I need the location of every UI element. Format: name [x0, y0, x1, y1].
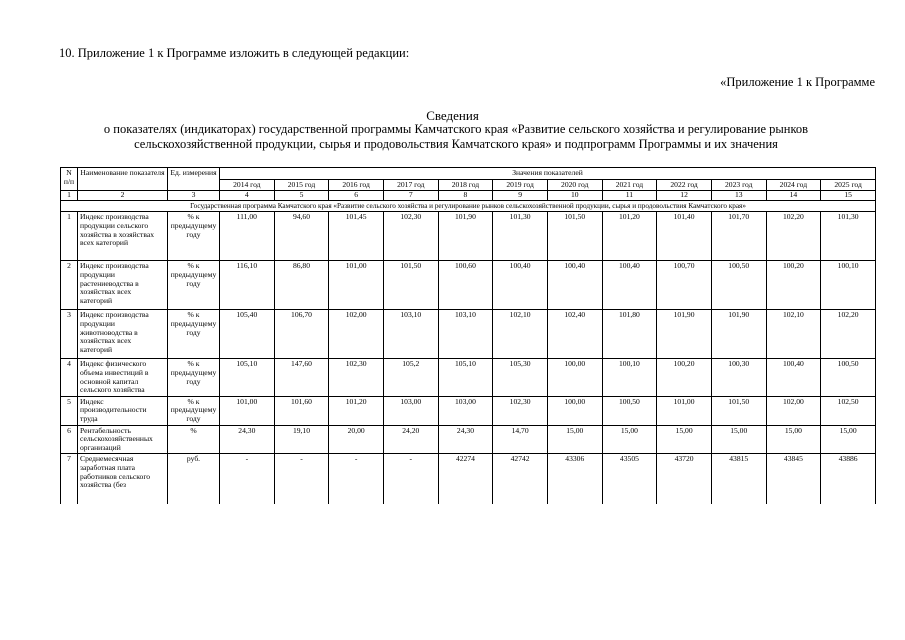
indicator-name: Индекс производства продукции сельского хозяйства в хозяйствах всех категорий: [78, 212, 168, 261]
page-title: Сведения: [426, 108, 479, 123]
indicator-value: 42742: [493, 454, 548, 505]
indicator-value: 100,00: [547, 359, 602, 396]
indicator-value: 100,00: [547, 396, 602, 425]
header-values: Значения показателей: [220, 168, 876, 180]
indicator-value: 100,40: [547, 261, 602, 310]
indicator-value: 102,20: [821, 310, 876, 359]
indicator-value: 100,60: [438, 261, 493, 310]
page-subtitle: о показателях (индикаторах) государственной программы Камчатского края «Развитие сельского хозяйства и регулирование рынков сельскохозяйственной продукции, сырья и продовольствия Камчатского края» и подпрограмм Программы и их значения: [103, 122, 809, 151]
indicator-value: 101,30: [493, 212, 548, 261]
year-header: 2024 год: [766, 179, 821, 191]
table-header-row: [61, 168, 876, 180]
table-row: [61, 359, 876, 396]
indicator-name: Индекс производства продукции растениеводства в хозяйствах всех категорий: [78, 261, 168, 310]
indicator-name: Индекс производства продукции животноводства в хозяйствах всех категорий: [78, 310, 168, 359]
table-row: [61, 454, 876, 505]
indicator-value: 15,00: [821, 425, 876, 454]
indicator-value: 102,20: [766, 212, 821, 261]
column-index: 11: [602, 191, 657, 201]
column-index: 9: [493, 191, 548, 201]
column-index: 10: [547, 191, 602, 201]
indicator-value: 101,45: [329, 212, 384, 261]
year-header: 2025 год: [821, 179, 876, 191]
indicator-value: 105,40: [220, 310, 275, 359]
column-index: 7: [383, 191, 438, 201]
indicator-value: 101,90: [657, 310, 712, 359]
column-index: 6: [329, 191, 384, 201]
indicator-value: 86,80: [274, 261, 329, 310]
indicator-value: 101,50: [547, 212, 602, 261]
indicator-value: 101,60: [274, 396, 329, 425]
indicator-name: Среднемесячная заработная плата работников сельского хозяйства (без: [78, 454, 168, 505]
indicator-value: 101,20: [329, 396, 384, 425]
indicator-value: 15,00: [766, 425, 821, 454]
indicator-name: Индекс производительности труда: [78, 396, 168, 425]
indicator-value: 43720: [657, 454, 712, 505]
column-index: 3: [168, 191, 220, 201]
indicator-value: 101,50: [711, 396, 766, 425]
indicator-value: 102,30: [493, 396, 548, 425]
indicator-value: 24,30: [438, 425, 493, 454]
year-header: 2022 год: [657, 179, 712, 191]
indicator-value: 105,10: [220, 359, 275, 396]
indicator-value: -: [274, 454, 329, 505]
indicator-value: 101,00: [220, 396, 275, 425]
column-index: 15: [821, 191, 876, 201]
column-index: 13: [711, 191, 766, 201]
table-row: [61, 425, 876, 454]
indicator-value: 101,90: [438, 212, 493, 261]
row-number: 2: [61, 261, 78, 310]
indicator-value: 43306: [547, 454, 602, 505]
year-header: 2019 год: [493, 179, 548, 191]
indicator-value: 102,00: [766, 396, 821, 425]
indicator-value: 14,70: [493, 425, 548, 454]
indicator-value: 102,10: [766, 310, 821, 359]
indicator-value: 100,40: [766, 359, 821, 396]
indicator-value: -: [329, 454, 384, 505]
indicator-value: 101,70: [711, 212, 766, 261]
indicator-value: 15,00: [657, 425, 712, 454]
row-number: 5: [61, 396, 78, 425]
intro-text: 10. Приложение 1 к Программе изложить в следующей редакции:: [59, 46, 410, 60]
indicator-name: Рентабельность сельскохозяйственных организаций: [78, 425, 168, 454]
indicator-unit: % к предыдущему году: [168, 359, 220, 396]
indicator-value: 102,10: [493, 310, 548, 359]
table-section-row: [61, 200, 876, 212]
appendix-reference: «Приложение 1 к Программе: [720, 75, 875, 89]
indicator-value: 20,00: [329, 425, 384, 454]
indicator-value: 100,10: [821, 261, 876, 310]
indicator-value: 43505: [602, 454, 657, 505]
column-index: 8: [438, 191, 493, 201]
indicator-value: 15,00: [547, 425, 602, 454]
year-header: 2014 год: [220, 179, 275, 191]
indicator-value: 101,30: [821, 212, 876, 261]
indicator-value: 101,00: [329, 261, 384, 310]
indicator-value: 100,70: [657, 261, 712, 310]
column-index: 5: [274, 191, 329, 201]
indicator-value: 100,40: [602, 261, 657, 310]
indicator-value: 100,10: [602, 359, 657, 396]
indicator-value: 105,2: [383, 359, 438, 396]
indicator-value: 101,20: [602, 212, 657, 261]
indicators-table: [60, 167, 876, 504]
table-row: [61, 212, 876, 261]
table-row: [61, 310, 876, 359]
indicator-unit: % к предыдущему году: [168, 310, 220, 359]
indicator-value: 103,00: [438, 396, 493, 425]
indicator-unit: % к предыдущему году: [168, 396, 220, 425]
section-title: Государственная программа Камчатского края «Развитие сельского хозяйства и регулирование рынков сельскохозяйственной продукции, сырья и продовольствия Камчатского края»: [61, 200, 876, 212]
indicator-value: 102,30: [383, 212, 438, 261]
indicator-value: 101,00: [657, 396, 712, 425]
indicator-value: 105,30: [493, 359, 548, 396]
indicator-unit: % к предыдущему году: [168, 212, 220, 261]
indicator-value: -: [383, 454, 438, 505]
header-name: Наименование показателя: [78, 168, 168, 191]
indicator-value: 105,10: [438, 359, 493, 396]
indicator-value: 100,20: [766, 261, 821, 310]
column-index: 2: [78, 191, 168, 201]
indicator-value: 15,00: [711, 425, 766, 454]
indicator-value: 101,80: [602, 310, 657, 359]
table-row: [61, 261, 876, 310]
indicator-value: 43845: [766, 454, 821, 505]
indicator-unit: % к предыдущему году: [168, 261, 220, 310]
indicator-value: 15,00: [602, 425, 657, 454]
indicator-value: 100,30: [711, 359, 766, 396]
indicator-value: 103,00: [383, 396, 438, 425]
indicator-value: 111,00: [220, 212, 275, 261]
indicator-value: 102,50: [821, 396, 876, 425]
indicator-value: 147,60: [274, 359, 329, 396]
year-header: 2015 год: [274, 179, 329, 191]
row-number: 6: [61, 425, 78, 454]
indicator-value: 24,30: [220, 425, 275, 454]
indicator-value: 101,90: [711, 310, 766, 359]
year-header: 2020 год: [547, 179, 602, 191]
indicator-value: 94,60: [274, 212, 329, 261]
year-header: 2018 год: [438, 179, 493, 191]
indicator-unit: руб.: [168, 454, 220, 505]
column-index: 12: [657, 191, 712, 201]
indicator-value: 42274: [438, 454, 493, 505]
indicator-value: 100,50: [602, 396, 657, 425]
indicator-value: 100,50: [711, 261, 766, 310]
indicator-value: 43886: [821, 454, 876, 505]
indicator-value: 100,20: [657, 359, 712, 396]
year-header: 2021 год: [602, 179, 657, 191]
indicator-value: 103,10: [383, 310, 438, 359]
year-header: 2016 год: [329, 179, 384, 191]
indicator-value: 24,20: [383, 425, 438, 454]
indicator-name: Индекс физического объема инвестиций в основной капитал сельского хозяйства: [78, 359, 168, 396]
indicator-value: 100,40: [493, 261, 548, 310]
indicator-value: 101,50: [383, 261, 438, 310]
indicator-value: 43815: [711, 454, 766, 505]
row-number: 3: [61, 310, 78, 359]
row-number: 7: [61, 454, 78, 505]
year-header: 2017 год: [383, 179, 438, 191]
indicator-value: 102,00: [329, 310, 384, 359]
indicator-value: 103,10: [438, 310, 493, 359]
column-index: 14: [766, 191, 821, 201]
table-index-row: [61, 191, 876, 201]
indicator-unit: %: [168, 425, 220, 454]
indicator-value: 106,70: [274, 310, 329, 359]
row-number: 4: [61, 359, 78, 396]
indicator-value: 102,30: [329, 359, 384, 396]
indicator-value: 19,10: [274, 425, 329, 454]
indicator-value: 116,10: [220, 261, 275, 310]
table-row: [61, 396, 876, 425]
indicator-value: 100,50: [821, 359, 876, 396]
column-index: 4: [220, 191, 275, 201]
row-number: 1: [61, 212, 78, 261]
header-num: N п/п: [61, 168, 78, 191]
indicator-value: -: [220, 454, 275, 505]
column-index: 1: [61, 191, 78, 201]
year-header: 2023 год: [711, 179, 766, 191]
header-unit: Ед. измерения: [168, 168, 220, 191]
indicator-value: 101,40: [657, 212, 712, 261]
indicator-value: 102,40: [547, 310, 602, 359]
